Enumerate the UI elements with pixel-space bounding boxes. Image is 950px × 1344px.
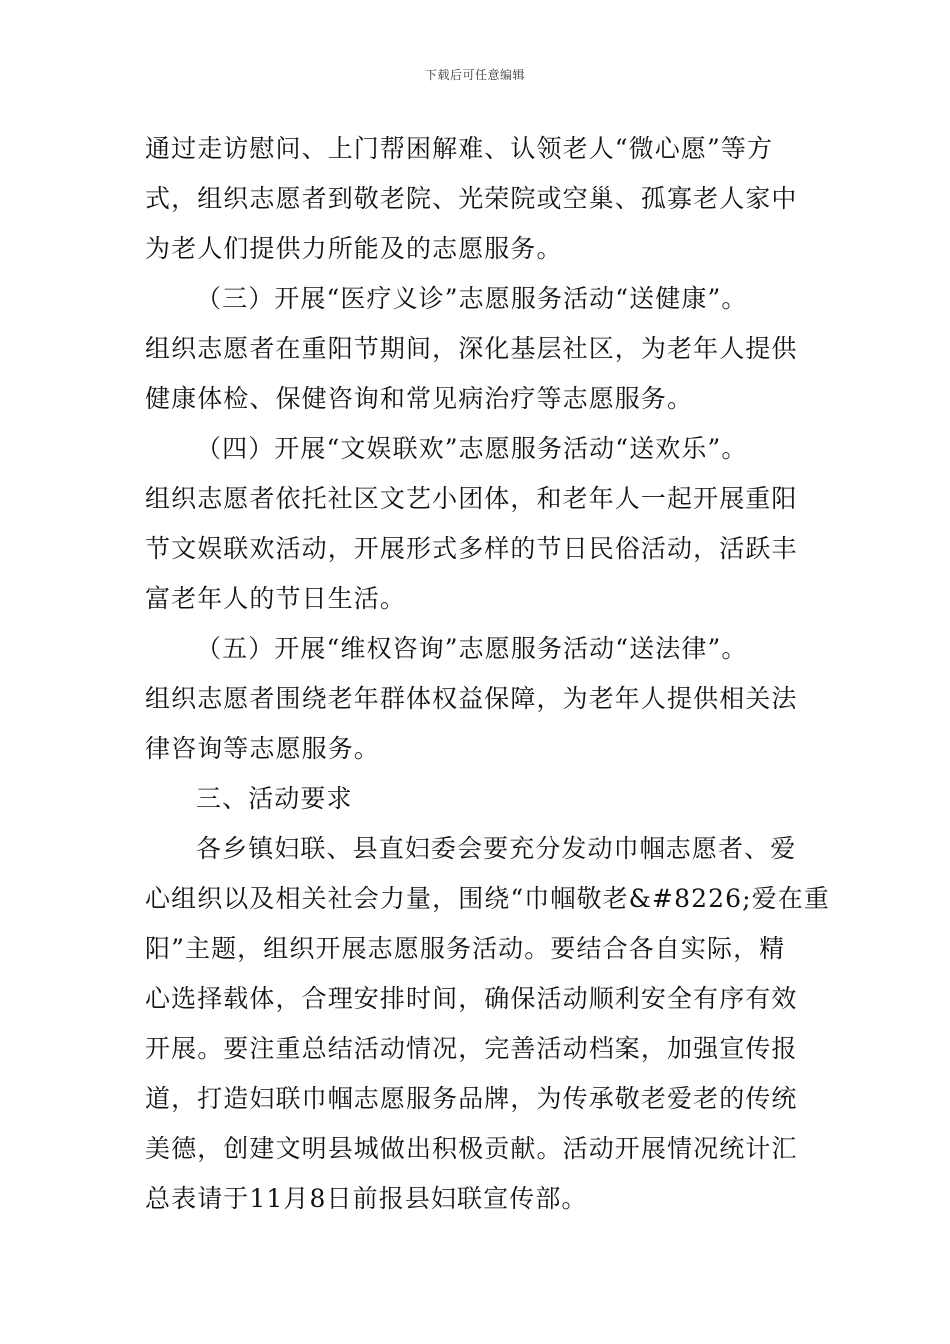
page-header-note: 下载后可任意编辑 [424,68,525,82]
body-line: 式，组织志愿者到敬老院、光荣院或空巢、孤寡老人家中 [145,184,798,213]
body-line: 组织志愿者依托社区文艺小团体，和老年人一起开展重阳 [145,484,798,513]
body-line: 美德，创建文明县城做出积极贡献。活动开展情况统计汇 [145,1134,798,1163]
body-line: 心选择载体，合理安排时间，确保活动顺利安全有序有效 [145,984,798,1013]
body-line: 开展。要注重总结活动情况，完善活动档案，加强宣传报 [145,1034,798,1063]
section-heading-4: （四）开展“文娱联欢”志愿服务活动“送欢乐”。 [196,434,748,463]
body-line: 律咨询等志愿服务。 [145,734,380,763]
body-line: 为老人们提供力所能及的志愿服务。 [145,234,563,263]
section-heading-5: （五）开展“维权咨询”志愿服务活动“送法律”。 [196,634,748,663]
body-line: 节文娱联欢活动，开展形式多样的节日民俗活动，活跃丰 [145,534,798,563]
body-line: 组织志愿者围绕老年群体权益保障，为老年人提供相关法 [145,684,798,713]
section-title-requirements: 三、活动要求 [196,784,353,813]
body-line: 富老年人的节日生活。 [145,584,407,613]
body-line: 阳”主题，组织开展志愿服务活动。要结合各自实际，精 [145,934,786,963]
body-line: 总表请于11月8日前报县妇联宣传部。 [145,1184,588,1213]
body-line: 通过走访慰问、上门帮困解难、认领老人“微心愿”等方 [145,134,774,163]
body-line: 健康体检、保健咨询和常见病治疗等志愿服务。 [145,384,694,413]
section-heading-3: （三）开展“医疗义诊”志愿服务活动“送健康”。 [196,284,748,313]
body-line: 组织志愿者在重阳节期间，深化基层社区，为老年人提供 [145,334,798,363]
body-line: 道，打造妇联巾帼志愿服务品牌，为传承敬老爱老的传统 [145,1084,798,1113]
body-line: 各乡镇妇联、县直妇委会要充分发动巾帼志愿者、爱 [196,834,797,863]
body-line: 心组织以及相关社会力量，围绕“巾帼敬老&#8226;爱在重 [145,884,830,913]
